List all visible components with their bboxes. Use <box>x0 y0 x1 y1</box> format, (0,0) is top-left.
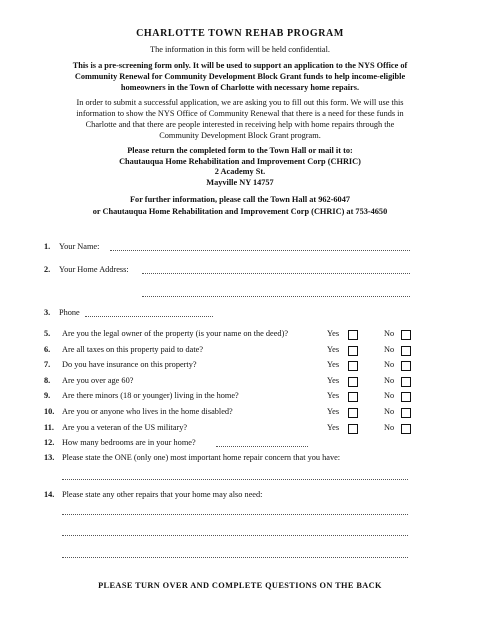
question-text: Are you the legal owner of the property (is your name on the deed)? <box>62 329 289 338</box>
intro-paragraph: In order to submit a successful application, we are asking you to fill out this form. We will use this information to show the NYS Office of Community Renewal that there is a need for these funds in Charlotte and that there are people interested in receiving help with home repairs through the Community Development Block Grant program. <box>76 98 404 140</box>
turn-over-footer: PLEASE TURN OVER AND COMPLETE QUESTIONS ON THE BACK <box>98 581 382 590</box>
form-title: CHARLOTTE TOWN REHAB PROGRAM <box>136 28 344 39</box>
question-text: Are there minors (18 or younger) living in the home? <box>62 391 239 401</box>
yes-label: Yes <box>327 344 340 354</box>
question-row <box>44 391 239 401</box>
question-row <box>44 423 187 433</box>
other-repairs-question: 14. Please state any other repairs that your home may also need: <box>44 490 263 499</box>
yes-checkbox[interactable] <box>348 408 358 418</box>
prescreen-notice: This is a pre-screening form only. It will be used to support an application to the NYS Office of Community Renewal for Community Development Block Grant funds to help income-eligible homeowners in the Town of Charlotte with necessary home repairs. <box>72 61 408 92</box>
question-number: 8. <box>44 375 51 385</box>
yes-label: Yes <box>327 391 340 401</box>
yes-label: Yes <box>327 360 340 370</box>
repair-concern-question: 13. Please state the ONE (only one) most important home repair concern that you have: <box>44 453 341 462</box>
question-row <box>44 360 197 370</box>
yes-checkbox[interactable] <box>348 346 358 356</box>
no-label: No <box>384 407 395 416</box>
question-row <box>44 345 203 355</box>
no-checkbox[interactable] <box>401 377 411 387</box>
question-row <box>44 376 133 386</box>
yes-checkbox[interactable] <box>348 392 358 402</box>
no-label: No <box>384 329 395 338</box>
address-field-label: 2. Your Home Address: <box>44 265 129 274</box>
bedrooms-question: 12. How many bedrooms are in your home? <box>44 438 196 447</box>
question-number: 7. <box>44 360 51 370</box>
bedrooms-input-line[interactable] <box>216 446 308 447</box>
yes-label: Yes <box>327 375 340 385</box>
no-label: No <box>384 360 395 370</box>
address-input-line-2[interactable] <box>142 296 410 297</box>
other-repairs-input-line-3[interactable] <box>62 557 408 558</box>
no-checkbox[interactable] <box>401 346 411 356</box>
yes-label: Yes <box>327 422 340 432</box>
question-text: Are you a veteran of the US military? <box>62 422 188 432</box>
yes-checkbox[interactable] <box>348 424 358 434</box>
yes-checkbox[interactable] <box>348 361 358 371</box>
no-checkbox[interactable] <box>401 392 411 402</box>
other-repairs-input-line-1[interactable] <box>62 514 408 515</box>
contact-info: For further information, please call the Town Hall at 962-6047 or Chautauqua Home Rehabilitation and Improvement Corp (CHRIC) at 753-4650 <box>92 195 388 216</box>
question-number: 5. <box>44 329 51 338</box>
no-label: No <box>384 422 395 432</box>
no-label: No <box>384 391 395 401</box>
name-input-line[interactable] <box>110 250 410 251</box>
question-text: Do you have insurance on this property? <box>62 360 197 370</box>
phone-field-label: 3. Phone <box>44 308 80 317</box>
yes-label: Yes <box>327 407 340 416</box>
address-input-line-1[interactable] <box>142 273 410 274</box>
phone-input-line[interactable] <box>85 316 213 317</box>
yes-label: Yes <box>327 329 340 338</box>
no-label: No <box>384 375 395 385</box>
repair-concern-input-line[interactable] <box>62 479 408 480</box>
no-label: No <box>384 344 395 354</box>
name-field-label: 1. Your Name: <box>44 242 100 251</box>
mailing-address: Please return the completed form to the Town Hall or mail it to: Chautauqua Home Rehabilitation and Improvement Corp (CHRIC) 2 Academy St. Mayville NY 14757 <box>119 146 361 187</box>
question-text: Are all taxes on this property paid to date? <box>62 344 204 354</box>
yes-checkbox[interactable] <box>348 330 358 340</box>
no-checkbox[interactable] <box>401 408 411 418</box>
question-number: 10. <box>44 407 55 416</box>
question-text: Are you or anyone who lives in the home disabled? <box>62 407 233 416</box>
question-number: 6. <box>44 344 51 354</box>
question-text: Are you over age 60? <box>62 375 134 385</box>
no-checkbox[interactable] <box>401 361 411 371</box>
other-repairs-input-line-2[interactable] <box>62 535 408 536</box>
question-row <box>44 407 233 417</box>
no-checkbox[interactable] <box>401 424 411 434</box>
question-number: 11. <box>44 422 54 432</box>
no-checkbox[interactable] <box>401 330 411 340</box>
question-row <box>44 329 288 339</box>
yes-checkbox[interactable] <box>348 377 358 387</box>
confidential-note: The information in this form will be held confidential. <box>150 45 330 54</box>
question-number: 9. <box>44 391 51 401</box>
